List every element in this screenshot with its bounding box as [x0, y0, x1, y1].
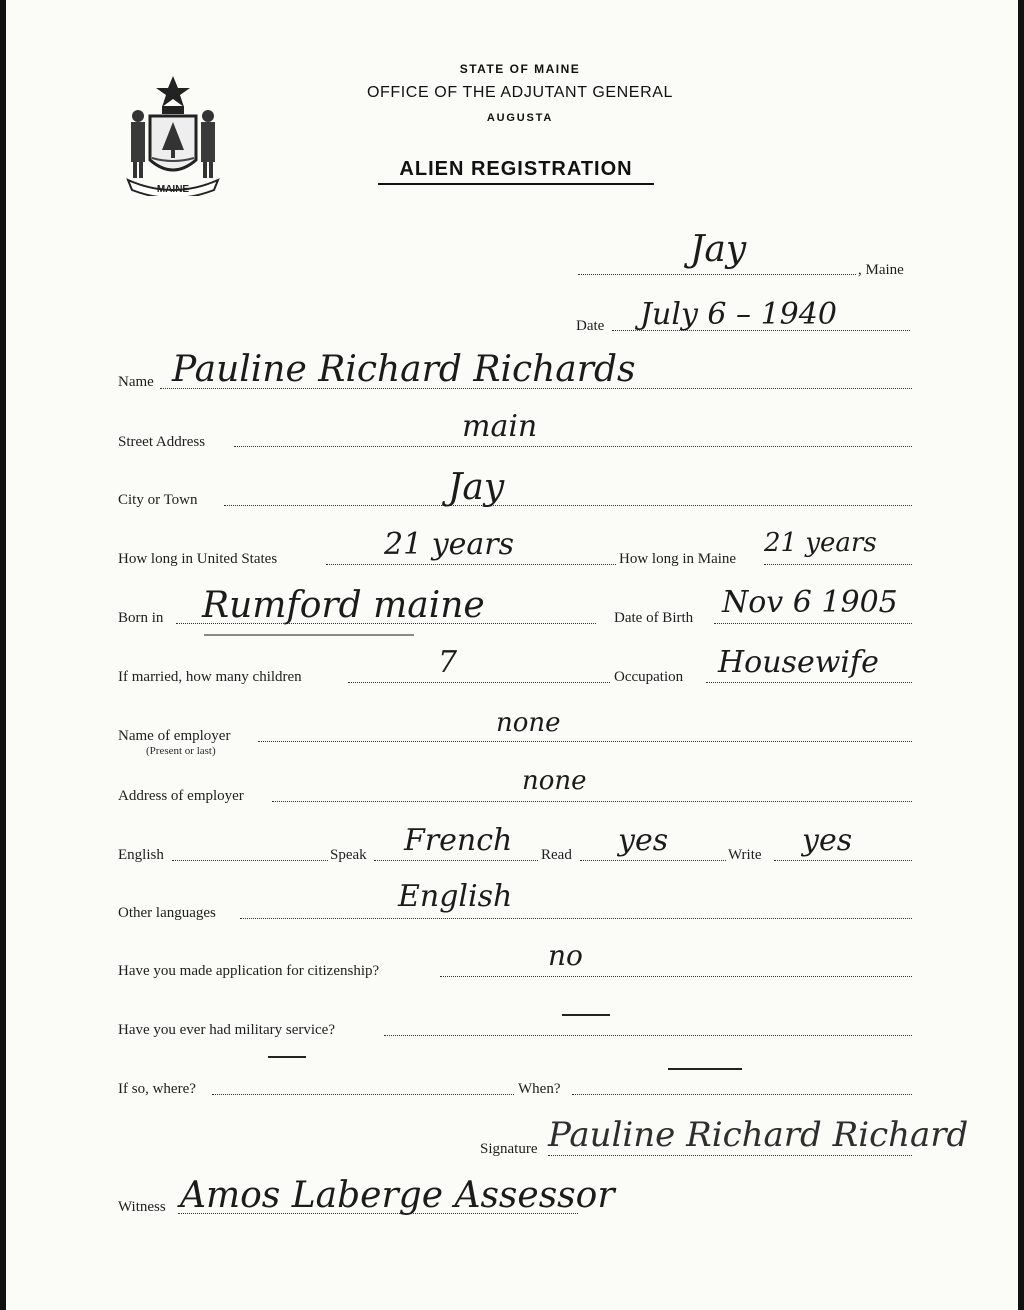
birth-date-value: Nov 6 1905 [722, 585, 898, 620]
military-line [384, 1035, 912, 1036]
birth-date-label: Date of Birth [614, 610, 694, 626]
citizenship-value: no [548, 939, 583, 972]
employer-address-label: Address of employer [118, 788, 244, 804]
pencil-underline [204, 634, 414, 636]
children-value: 7 [438, 645, 458, 680]
speak-label: Speak [330, 847, 367, 863]
us-duration-line [326, 564, 616, 565]
speak-line [374, 860, 538, 861]
occupation-label: Occupation [614, 669, 684, 685]
name-value: Pauline Richard Richards [172, 349, 636, 390]
signature-line [548, 1155, 912, 1156]
where-dash [268, 1056, 306, 1058]
employer-label: Name of employer [118, 728, 231, 744]
read-line [580, 860, 726, 861]
witness-value: Amos Laberge Assessor [180, 1175, 615, 1216]
employer-sublabel: (Present or last) [146, 745, 216, 757]
form-title: ALIEN REGISTRATION [378, 158, 654, 185]
witness-label: Witness [118, 1199, 166, 1215]
other-languages-value: English [398, 879, 513, 914]
scan-border-left [0, 0, 6, 1310]
read-value: yes [618, 823, 669, 858]
seal-banner-text: MAINE [156, 184, 190, 195]
maine-state-seal-icon [118, 72, 228, 196]
english-label: English [118, 847, 164, 863]
maine-label: , Maine [858, 262, 904, 278]
when-dash [668, 1068, 742, 1070]
maine-duration-label: How long in Maine [619, 551, 737, 567]
header-city: AUGUSTA [486, 112, 554, 124]
street-value: main [462, 409, 538, 444]
town-line [578, 274, 856, 275]
read-label: Read [541, 847, 572, 863]
employer-address-value: none [522, 766, 587, 796]
birth-date-line [714, 623, 912, 624]
where-label: If so, where? [118, 1081, 196, 1097]
english-line [172, 860, 328, 861]
military-dash [562, 1014, 610, 1016]
signature-label: Signature [480, 1141, 538, 1157]
us-duration-value: 21 years [384, 527, 515, 562]
other-languages-label: Other languages [118, 905, 216, 921]
employer-address-line [272, 801, 912, 802]
city-label: City or Town [118, 492, 198, 508]
children-line [348, 682, 610, 683]
when-line [572, 1094, 912, 1095]
write-value: yes [802, 823, 853, 858]
write-line [774, 860, 912, 861]
maine-duration-line [764, 564, 912, 565]
born-in-label: Born in [118, 610, 164, 626]
city-value: Jay [448, 467, 505, 508]
employer-line [258, 741, 912, 742]
citizenship-label: Have you made application for citizenship? [118, 963, 380, 979]
header-state: STATE OF MAINE [459, 62, 581, 76]
employer-value: none [496, 708, 561, 738]
city-line [224, 505, 912, 506]
occupation-line [706, 682, 912, 683]
born-in-value: Rumford maine [202, 585, 485, 626]
town-value: Jay [690, 229, 747, 270]
date-value: July 6 – 1940 [640, 297, 837, 332]
date-label: Date [576, 318, 605, 334]
other-languages-line [240, 918, 912, 919]
scan-border-right [1018, 0, 1024, 1310]
where-line [212, 1094, 514, 1095]
signature-value: Pauline Richard Richard [548, 1115, 969, 1155]
street-label: Street Address [118, 434, 206, 450]
when-label: When? [518, 1081, 561, 1097]
us-duration-label: How long in United States [118, 551, 278, 567]
military-label: Have you ever had military service? [118, 1022, 335, 1038]
header-office: OFFICE OF THE ADJUTANT GENERAL [366, 84, 674, 101]
occupation-value: Housewife [718, 645, 879, 680]
street-line [234, 446, 912, 447]
speak-value: French [404, 823, 513, 858]
name-label: Name [118, 374, 154, 390]
children-label: If married, how many children [118, 669, 302, 685]
write-label: Write [728, 847, 762, 863]
citizenship-line [440, 976, 912, 977]
maine-duration-value: 21 years [764, 528, 877, 558]
